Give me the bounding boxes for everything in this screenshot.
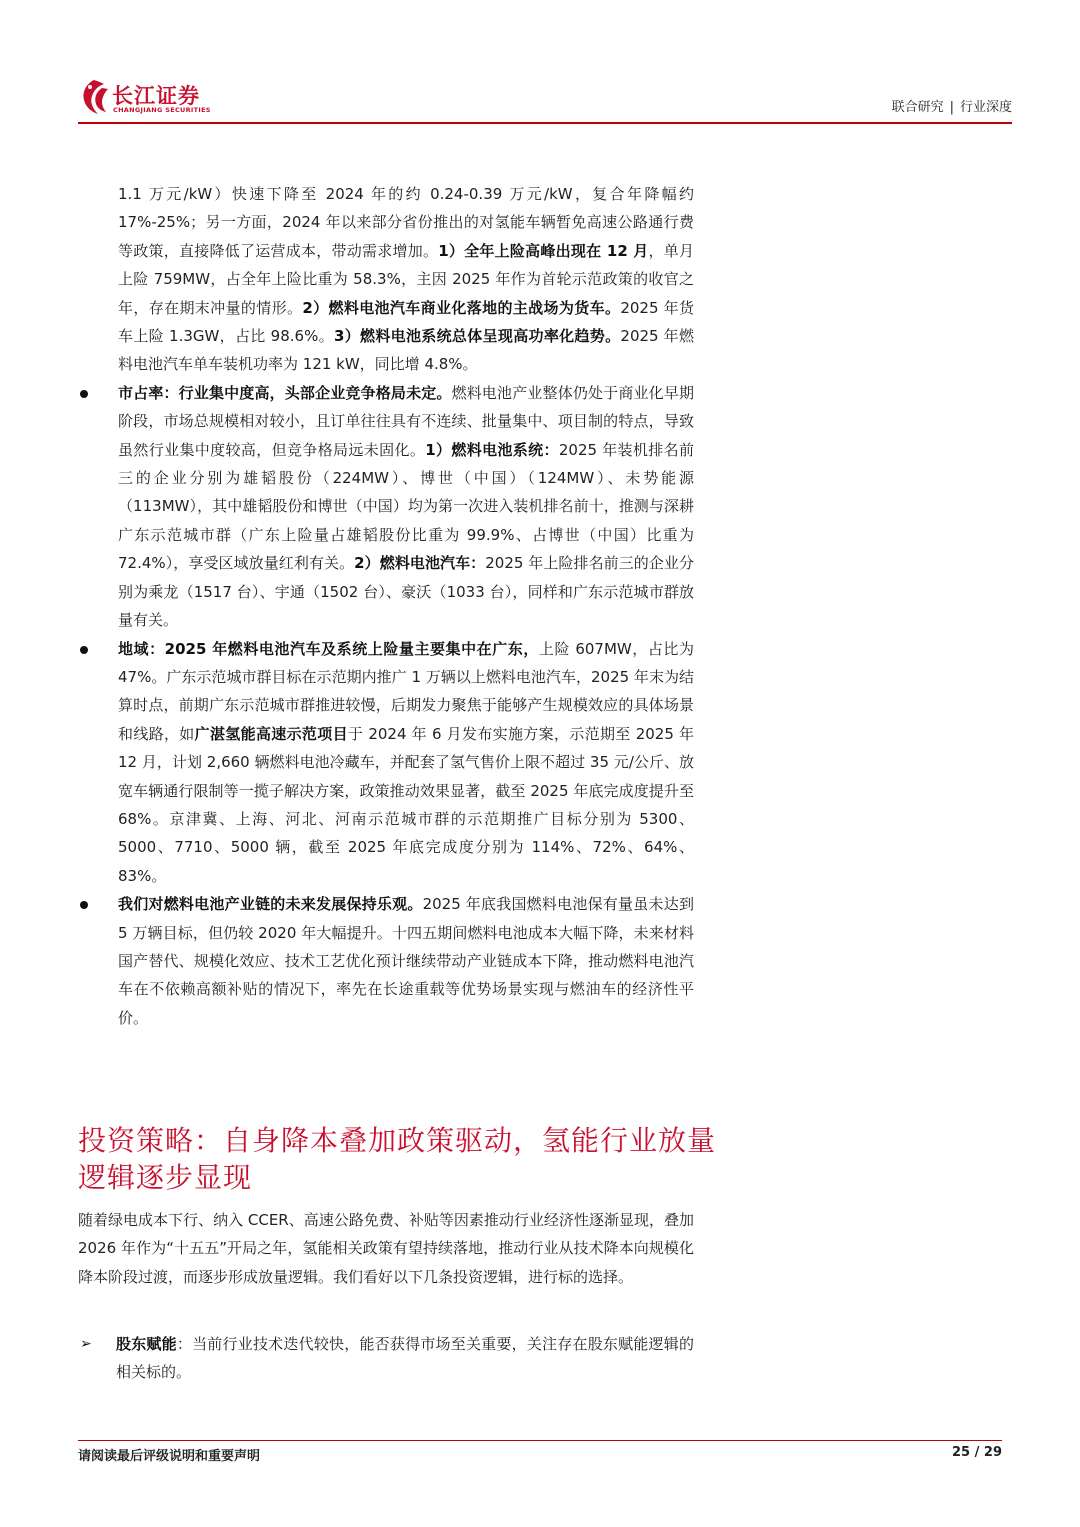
company-logo (78, 78, 238, 118)
emphasis-text: 1）全年上险高峰出现在 12 月 (438, 241, 649, 260)
body-text: 2025 年货车上险 1.3GW，占比 98.6%。 (118, 298, 694, 346)
logo-text-en: CHANGJIANG SECURITIES (113, 106, 211, 114)
report-body (78, 180, 694, 1032)
body-text: 2025 年装机排名前三的企业分别为雄韬股份（224MW）、博世（中国）（124MW）、未势能源（113MW），其中雄韬股份和博世（中国）均为第一次进入装机排名前十，推测与深耕广东示范城市群（广东上险量占雄韬股份比重为 99.9%、占博世（中国）比重为 72.4%），享受区域放量红利有关。 (118, 440, 694, 573)
body-text: ，单月上险 759MW，占全年上险比重为 58.3%，主因 2025 年作为首轮示范政策的收官之年，存在期末冲量的情形。 (118, 241, 694, 317)
page-header (78, 74, 1012, 124)
body-text: 上险 607MW，占比为 47%。广东示范城市群目标在示范期内推广 1 万辆以上燃料电池汽车，2025 年末为结算时点，前期广东示范城市群推进较慢，后期发力聚焦于能够产生规模效应的具体场景和线路，如 (118, 639, 694, 743)
bullet-outlook (78, 890, 694, 1032)
bullet-dot-icon (80, 646, 88, 654)
section-intro: 随着绿电成本下行、纳入 CCER、高速公路免费、补贴等因素推动行业经济性逐渐显现，叠加 2026 年作为“十五五”开局之年，氢能相关政策有望持续落地，推动行业从技术降本向规模化降本阶段过渡，而逐步形成放量逻辑。我们看好以下几条投资逻辑，进行标的选择。 (78, 1211, 694, 1286)
body-text: 2025 年上险排名前三的企业分别为乘龙（1517 台）、宇通（1502 台）、豪沃（1033 台），同样和广东示范城市群放量有关。 (118, 554, 694, 630)
body-text: 2025 年燃料电池汽车单车装机功率为 121 kW，同比增 4.8%。 (118, 327, 694, 374)
bullet-region-text (118, 640, 694, 885)
page-footer (78, 1440, 1002, 1464)
body-text: 1.1 万元/kW）快速下降至 2024 年的约 0.24-0.39 万元/kW，复合年降幅约 17%-25%；另一方面，2024 年以来部分省份推出的对氢能车辆暂免高速公路通行费等政策，直接降低了运营成本，带动需求增加。 (118, 185, 694, 260)
body-text: ：当前行业技术迭代较快，能否获得市场至关重要，关注存在股东赋能逻辑的相关标的。 (116, 1335, 694, 1382)
logo-emblem-icon (78, 78, 110, 116)
arrow-list-item-text (116, 1335, 694, 1381)
logo-text-cn: 长江证券 (112, 84, 200, 108)
emphasis-text: 1）燃料电池系统： (425, 440, 559, 459)
emphasis-text: 2）燃料电池汽车商业化落地的主战场为货车。 (302, 298, 621, 317)
emphasis-text: 股东赋能 (116, 1335, 177, 1353)
report-category (892, 96, 1012, 115)
emphasis-text: 地域：2025 年燃料电池汽车及系统上险量主要集中在广东， (118, 639, 539, 658)
body-text: 2025 年底我国燃料电池保有量虽未达到 5 万辆目标，但仍较 2020 年大幅提升。十四五期间燃料电池成本大幅下降，未来材料国产替代、规模化效应、技术工艺优化预计继续带动产业链成本下降，推动燃料电池汽车在不依赖高额补贴的情况下，率先在长途重载等优势场景实现与燃油车的经济性平价。 (118, 895, 694, 1027)
category-right: 行业深度 (959, 100, 1012, 115)
emphasis-text: 市占率：行业集中度高，头部企业竞争格局未定。 (118, 383, 452, 402)
bullet-region (78, 635, 694, 891)
arrow-list-item (78, 1330, 694, 1387)
bullet-dot-icon (80, 390, 88, 398)
bullet-market-share-text (118, 384, 694, 629)
body-text: 于 2024 年 6 月发布实施方案，示范期至 2025 年 12 月，计划 2,660 辆燃料电池冷藏车，并配套了氢气售价上限不超过 35 元/公斤、放宽车辆通行限制等一揽子解决方案，政策推动效果显著，截至 2025 年底完成度提升至 68%。京津冀、上海、河北、河南示范城市群的示范期推广目标分别为 5300、5000、7710、5000 辆，截至 2025 年底完成度分别为 114%、72%、64%、83%。 (118, 724, 694, 885)
page-number: 25 / 29 (952, 1445, 1002, 1460)
body-text: 燃料电池产业整体仍处于商业化早期阶段，市场总规模相对较小，且订单往往具有不连续、批量集中、项目制的特点，导致虽然行业集中度较高，但竞争格局远未固化。 (118, 383, 694, 459)
bullet-dot-icon (80, 901, 88, 909)
emphasis-text: 3）燃料电池系统总体呈现高功率化趋势。 (333, 327, 621, 346)
bullet-outlook-text (118, 895, 694, 1027)
emphasis-text: 广湛氢能高速示范项目 (194, 724, 348, 743)
arrow-bullet-icon: ➢ (80, 1336, 92, 1352)
category-separator: | (949, 100, 954, 115)
bullet-market-share (78, 379, 694, 635)
para-continuation (78, 180, 694, 379)
category-left: 联合研究 (891, 100, 944, 115)
emphasis-text: 我们对燃料电池产业链的未来发展保持乐观。 (118, 895, 423, 914)
emphasis-text: 2）燃料电池汽车： (354, 554, 486, 573)
footer-disclaimer: 请阅读最后评级说明和重要声明 (78, 1449, 261, 1464)
section-title: 投资策略：自身降本叠加政策驱动，氢能行业放量逻辑逐步显现 (78, 1124, 717, 1194)
